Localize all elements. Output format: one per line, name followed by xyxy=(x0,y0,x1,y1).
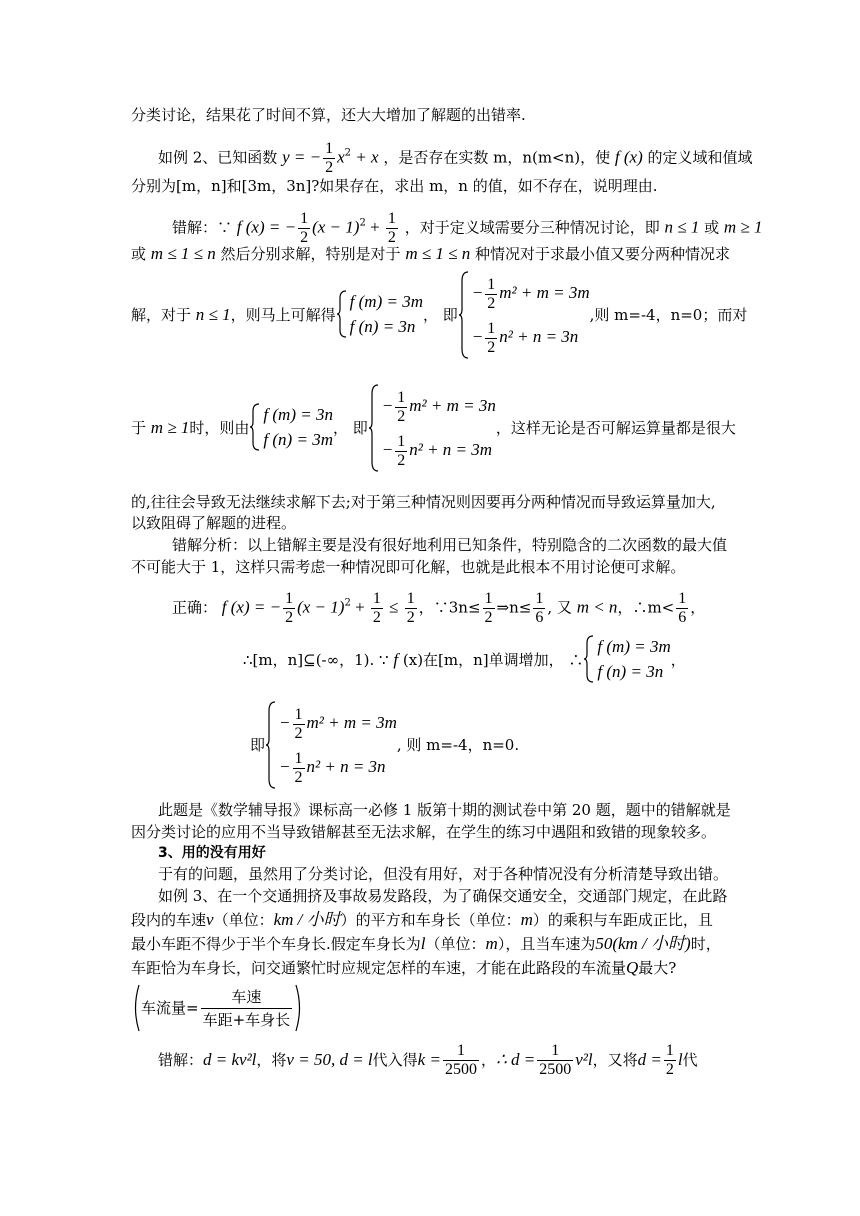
left-paren-icon xyxy=(131,984,141,1032)
paragraph-line: 或 m ≤ 1 ≤ n 然后分别求解，特别是对于 m ≤ 1 ≤ n 种情况对于求最小值又要分两种情况求 xyxy=(131,244,731,263)
traffic-flow-formula: 车流量= $\frac{\text{车速}}{\text{车距+车身长}}$ xyxy=(131,982,304,1034)
result-line: 即 − $\frac{1}{2}$ m² + m = 3m − $\frac{1}{2}$ n² + n = 3n , 则 m=-4，n=0. xyxy=(250,700,519,790)
example-3-line: 如例 3、在一个交通拥挤及事故易发路段，为了确保交通安全，交通部门规定，在此路 xyxy=(158,887,728,905)
paragraph-line: 以致阻碍了解题的进程。 xyxy=(131,514,297,532)
monotonic-line: ∴[m，n]⊆(-∞，1). ∵ f (x)在[m，n]单调增加， ∴ f (m) = 3m f (n) = 3n ， xyxy=(243,630,686,690)
equation-system: − $\frac{1}{2}$ m² + m = 3m − $\frac{1}{2}$ n² + n = 3n xyxy=(265,701,397,789)
system-line-1: 解，对于 n ≤ 1 ，则马上可解得 f (m) = 3m f (n) = 3n ， 即 − $\frac{1}{2}$ m² + m = 3m − $\frac{1}{2}$ n² + n = 3n ,则 m=-4，n=0；而对 xyxy=(131,270,747,360)
paragraph-line: 的,往往会导致无法继续求解下去;对于第三种情况则因要再分两种情况而导致运算量加大, xyxy=(131,493,716,511)
brace-icon xyxy=(368,384,380,472)
example-2-line: 如例 2、已知函数 y = − $\frac{1}{2}$ $x^2 + x$ ，是否存在实数 m，n(m<n)，使 f (x) 的定义域和值域 xyxy=(158,140,753,176)
fraction-half: $\frac{1}{2}$ xyxy=(325,140,334,176)
brace-icon xyxy=(265,701,277,789)
brace-icon xyxy=(336,290,348,338)
paragraph-line: 最小车距不得少于半个车身长.假定车身长为l（单位：m），且当车速为50(km / 小时)时， xyxy=(131,934,721,953)
wrong-solution-line: 错解：∵ f (x) = − $\frac{1}{2}$ $(x - 1)^2$ + $\frac{1}{2}$ ，对于定义域需要分三种情况讨论，即 n ≤ 1 或 m ≥ 1 xyxy=(172,210,763,246)
fraction-flow: $\frac{\text{车速}}{\text{车距+车身长}}$ xyxy=(202,987,291,1029)
correct-solution-line: 正确： f (x) = − $\frac{1}{2}$ $(x - 1)^2$ + $\frac{1}{2}$ ≤ $\frac{1}{2}$ ，∵3n≤ $\frac{1}{2}$ ⇒n≤ $\frac{1}{6}$ , 又 m < n，∴m< $\frac{1}{6}$ ， xyxy=(172,590,706,626)
section-heading: 3、用的没有用好 xyxy=(158,845,266,861)
wrong-solution-line-2: 错解： d = kv²l ，将 v = 50, d = l 代入得 k = $\frac{1}{2500}$ ， ∴ d = $\frac{1}{2500}$ v²l ，又将 d = $\frac{1}{2}$ l 代 xyxy=(158,1041,698,1078)
equation-system: − $\frac{1}{2}$ m² + m = 3m − $\frac{1}{2}$ n² + n = 3n xyxy=(458,271,590,359)
equation-system: f (m) = 3m f (n) = 3n xyxy=(336,290,423,340)
paragraph-line: 段内的车速v（单位：km / 小时）的平方和车身长（单位：m）的乘积与车距成正比，且 xyxy=(131,910,713,929)
equation-system: − $\frac{1}{2}$ m² + m = 3n − $\frac{1}{2}$ n² + n = 3m xyxy=(368,384,496,472)
brace-icon xyxy=(249,403,261,451)
equation-system: f (m) = 3n f (n) = 3m xyxy=(249,403,333,453)
analysis-line: 错解分析：以上错解主要是没有很好地利用已知条件，特别隐含的二次函数的最大值 xyxy=(172,536,728,554)
math-y-eq: y = − xyxy=(282,147,322,167)
math-fx: f (x) xyxy=(614,147,643,167)
paragraph-line: 不可能大于 1，这样只需考虑一种情况即可化解，也就是此根本不用讨论便可求解。 xyxy=(131,558,686,576)
paragraph-line: 因分类讨论的应用不当导致错解甚至无法求解，在学生的练习中遇阻和致错的现象较多。 xyxy=(131,823,717,841)
brace-icon xyxy=(583,635,595,683)
paragraph-line: 于有的问题，虽然用了分类讨论，但没有用好，对于各种情况没有分析清楚导致出错。 xyxy=(158,865,729,883)
paragraph-line: 车距恰为车身长，问交通繁忙时应规定怎样的车速，才能在此路段的车流量Q最大? xyxy=(131,958,677,977)
equation-system: f (m) = 3m f (n) = 3n xyxy=(583,635,670,685)
paragraph-line: 分类讨论，结果花了时间不算，还大大增加了解题的出错率. xyxy=(131,106,526,124)
system-line-2: 于 m ≥ 1 时，则由 f (m) = 3n f (n) = 3m ， 即 − $\frac{1}{2}$ m² + m = 3n − $\frac{1}{2}$ n² + n = 3m ，这样无论是否可解运算量都是很大 xyxy=(131,383,736,473)
paragraph-line: 此题是《数学辅导报》课标高一必修 1 版第十期的测试卷中第 20 题，题中的错解就是 xyxy=(158,801,731,819)
right-paren-icon xyxy=(294,984,304,1032)
paragraph-line: 分别为[m，n]和[3m，3n]?如果存在，求出 m，n 的值，如不存在，说明理由. xyxy=(131,177,658,195)
brace-icon xyxy=(458,271,470,359)
